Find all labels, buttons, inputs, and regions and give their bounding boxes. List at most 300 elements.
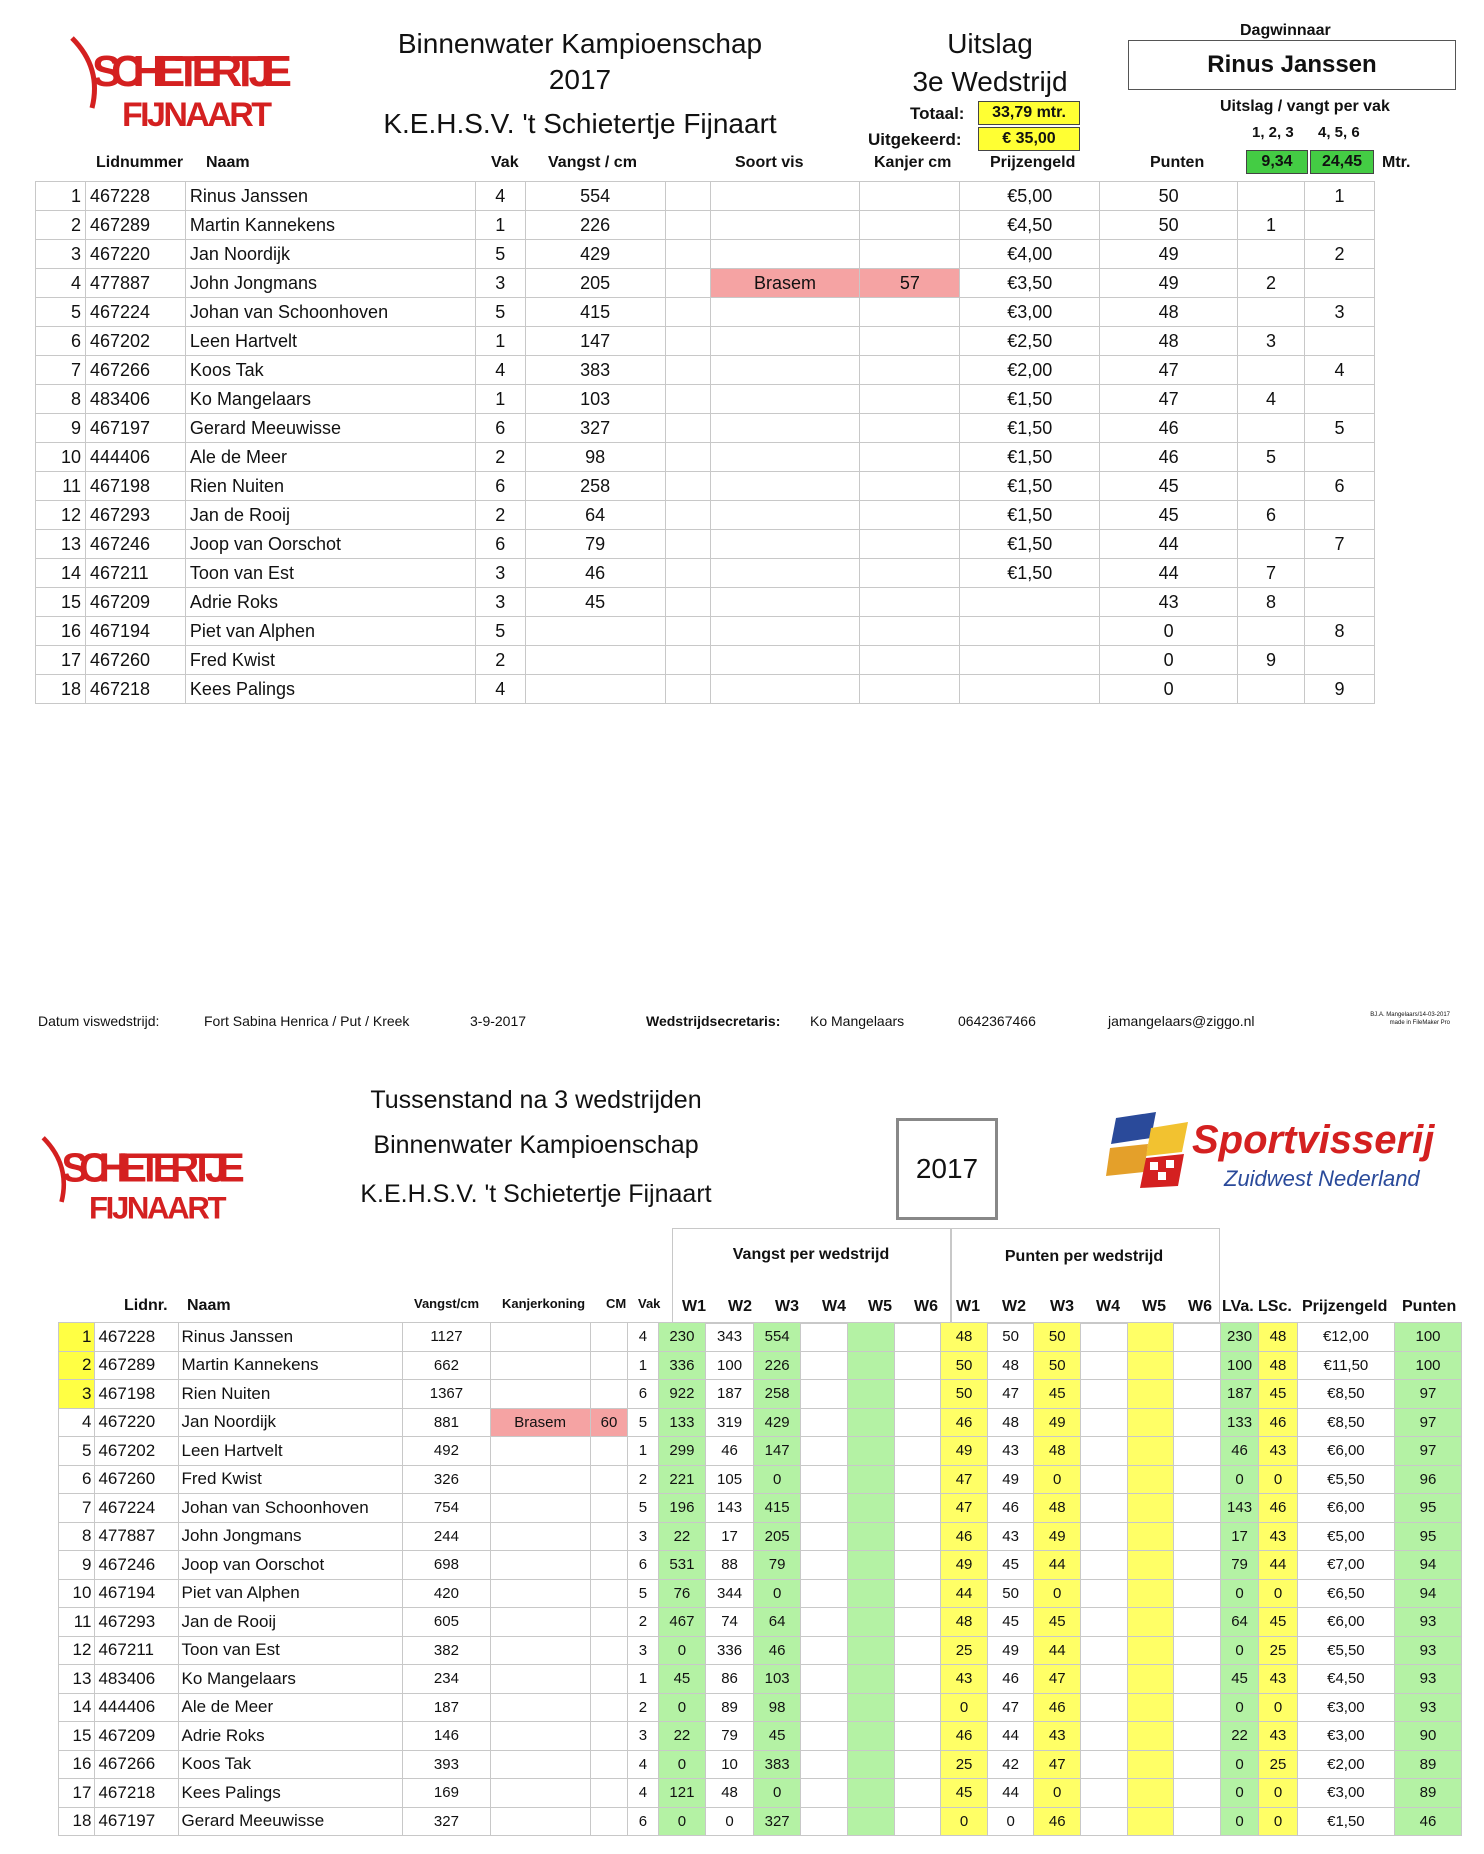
cell-naam: Toon van Est <box>178 1636 403 1665</box>
cell-p2: 48 <box>987 1351 1034 1380</box>
cell-w4 <box>801 1408 848 1437</box>
cell-p6 <box>1174 1807 1221 1836</box>
cell-prijzengeld: €2,00 <box>1297 1750 1394 1779</box>
cell-naam: Joop van Oorschot <box>178 1551 403 1580</box>
cell-w4 <box>801 1693 848 1722</box>
cell-p4 <box>1081 1636 1128 1665</box>
col2-p3: W3 <box>1050 1298 1074 1315</box>
cell-blank <box>665 211 710 240</box>
wedstrijd-heading: 3e Wedstrijd <box>912 66 1068 97</box>
cell-naam: Adrie Roks <box>178 1722 403 1751</box>
cell-soort-vis <box>710 588 860 617</box>
cell-lva: 0 <box>1220 1779 1258 1808</box>
col2-lva: LVa. <box>1222 1298 1254 1315</box>
cell-w4 <box>801 1779 848 1808</box>
cell-rank: 5 <box>59 1437 95 1466</box>
cell-w6 <box>894 1579 941 1608</box>
cell-p6 <box>1174 1323 1221 1352</box>
col-soort-vis: Soort vis <box>735 154 804 171</box>
cell-cm: 60 <box>590 1408 627 1437</box>
cell-rank: 8 <box>59 1522 95 1551</box>
cell-cm <box>590 1693 627 1722</box>
cell-vak-456: 9 <box>1304 675 1374 704</box>
cell-naam: John Jongmans <box>178 1522 403 1551</box>
cell-p3: 49 <box>1034 1522 1081 1551</box>
cell-cm <box>590 1665 627 1694</box>
uitslag-row <box>36 501 1375 530</box>
uitslag-table <box>35 181 1375 704</box>
cell-w2: 187 <box>706 1380 754 1409</box>
cell-p2: 47 <box>987 1380 1034 1409</box>
cell-w5 <box>848 1465 895 1494</box>
cell-naam: Gerard Meeuwisse <box>178 1807 403 1836</box>
cell-lva: 0 <box>1220 1693 1258 1722</box>
cell-kanjer-cm <box>860 182 960 211</box>
cell-p1: 47 <box>941 1465 988 1494</box>
cell-vak: 4 <box>475 356 525 385</box>
cell-kanjer-cm: 57 <box>860 269 960 298</box>
col-lidnummer: Lidnummer <box>96 154 184 171</box>
cell-w6 <box>894 1465 941 1494</box>
cell-lidnr: 467289 <box>95 1351 178 1380</box>
cell-lva: 0 <box>1220 1465 1258 1494</box>
cell-lsc: 0 <box>1259 1465 1297 1494</box>
cell-p5 <box>1127 1608 1174 1637</box>
cell-lidnr: 467293 <box>95 1608 178 1637</box>
cell-p3: 45 <box>1034 1608 1081 1637</box>
match-date: 3-9-2017 <box>470 1013 527 1029</box>
cell-vak: 4 <box>628 1779 658 1808</box>
cell-soort-vis <box>710 443 860 472</box>
cell-naam: Koos Tak <box>178 1750 403 1779</box>
cell-naam: Rinus Janssen <box>178 1323 403 1352</box>
cell-lidnummer: 467266 <box>85 356 185 385</box>
cell-prijzengeld: €1,50 <box>960 501 1100 530</box>
cell-punten: 94 <box>1395 1579 1462 1608</box>
cell-naam: John Jongmans <box>185 269 475 298</box>
cell-blank <box>665 646 710 675</box>
cell-cm <box>590 1807 627 1836</box>
cell-prijzengeld: €1,50 <box>960 472 1100 501</box>
cell-lva: 0 <box>1220 1636 1258 1665</box>
cell-soort-vis <box>710 501 860 530</box>
cell-p4 <box>1081 1693 1128 1722</box>
svg-text:SCHIETERTJE: SCHIETERTJE <box>61 1144 245 1191</box>
mtr-label: Mtr. <box>1382 154 1411 171</box>
cell-w6 <box>894 1551 941 1580</box>
uitslag-row <box>36 588 1375 617</box>
cell-p4 <box>1081 1408 1128 1437</box>
col2-vak: Vak <box>638 1296 661 1311</box>
cell-blank <box>665 414 710 443</box>
cell-p4 <box>1081 1665 1128 1694</box>
cell-prijzengeld: €5,50 <box>1297 1636 1394 1665</box>
cell-punten: 48 <box>1100 298 1238 327</box>
cell-w3: 79 <box>753 1551 801 1580</box>
cell-kanjerkoning <box>490 1351 590 1380</box>
cell-lva: 143 <box>1220 1494 1258 1523</box>
cell-w3: 0 <box>753 1465 801 1494</box>
cell-p5 <box>1127 1351 1174 1380</box>
cell-lidnr: 467211 <box>95 1636 178 1665</box>
cell-rank: 6 <box>59 1465 95 1494</box>
cell-lva: 187 <box>1220 1380 1258 1409</box>
cell-p3: 50 <box>1034 1351 1081 1380</box>
cell-w3: 0 <box>753 1779 801 1808</box>
cell-prijzengeld: €3,00 <box>1297 1693 1394 1722</box>
cell-lsc: 43 <box>1259 1665 1297 1694</box>
cell-rank: 18 <box>36 675 86 704</box>
uitslag-row <box>36 182 1375 211</box>
cell-lidnummer: 467218 <box>85 675 185 704</box>
cell-w1: 0 <box>658 1636 706 1665</box>
cell-kanjerkoning <box>490 1750 590 1779</box>
cell-p2: 47 <box>987 1693 1034 1722</box>
cell-vangst: 420 <box>403 1579 490 1608</box>
cell-prijzengeld: €6,00 <box>1297 1608 1394 1637</box>
cell-w1: 45 <box>658 1665 706 1694</box>
cell-p4 <box>1081 1551 1128 1580</box>
cell-w5 <box>848 1807 895 1836</box>
cell-vak: 5 <box>475 298 525 327</box>
cell-lva: 64 <box>1220 1608 1258 1637</box>
cell-lidnr: 483406 <box>95 1665 178 1694</box>
cell-w1: 22 <box>658 1522 706 1551</box>
cell-lva: 230 <box>1220 1323 1258 1352</box>
cell-lsc: 43 <box>1259 1522 1297 1551</box>
cell-blank <box>665 385 710 414</box>
standings-row <box>59 1779 1462 1808</box>
cell-vangst: 327 <box>403 1807 490 1836</box>
cell-soort-vis <box>710 617 860 646</box>
cell-vak: 2 <box>628 1465 658 1494</box>
cell-w6 <box>894 1636 941 1665</box>
col2-naam: Naam <box>187 1297 231 1314</box>
cell-rank: 13 <box>36 530 86 559</box>
cell-soort-vis <box>710 530 860 559</box>
cell-soort-vis <box>710 675 860 704</box>
cell-soort-vis <box>710 559 860 588</box>
cell-w4 <box>801 1608 848 1637</box>
col2-prijzengeld: Prijzengeld <box>1302 1298 1388 1315</box>
cell-lidnr: 467197 <box>95 1807 178 1836</box>
cell-p3: 50 <box>1034 1323 1081 1352</box>
cell-p5 <box>1127 1693 1174 1722</box>
col2-lsc: LSc. <box>1258 1298 1292 1315</box>
cell-w6 <box>894 1665 941 1694</box>
cell-lsc: 45 <box>1259 1608 1297 1637</box>
cell-p2: 43 <box>987 1437 1034 1466</box>
cell-p6 <box>1174 1465 1221 1494</box>
punten-per-wedstrijd: Punten per wedstrijd <box>1004 1248 1164 1265</box>
cell-vak-123 <box>1238 617 1305 646</box>
cell-lidnr: 467266 <box>95 1750 178 1779</box>
cell-p2: 45 <box>987 1608 1034 1637</box>
vak-group-1: 1, 2, 3 <box>1252 124 1294 141</box>
standings-row <box>59 1551 1462 1580</box>
cell-soort-vis <box>710 298 860 327</box>
cell-prijzengeld: €11,50 <box>1297 1351 1394 1380</box>
cell-vak: 2 <box>475 443 525 472</box>
cell-vak-456: 6 <box>1304 472 1374 501</box>
cell-w4 <box>801 1579 848 1608</box>
cell-cm <box>590 1351 627 1380</box>
cell-kanjer-cm <box>860 617 960 646</box>
cell-lidnr: 467209 <box>95 1722 178 1751</box>
cell-blank <box>665 588 710 617</box>
cell-vak-456: 2 <box>1304 240 1374 269</box>
standings-row <box>59 1522 1462 1551</box>
cell-p5 <box>1127 1665 1174 1694</box>
cell-vak: 1 <box>475 211 525 240</box>
cell-prijzengeld: €3,00 <box>960 298 1100 327</box>
cell-p6 <box>1174 1693 1221 1722</box>
cell-w3: 147 <box>753 1437 801 1466</box>
cell-naam: Leen Hartvelt <box>185 327 475 356</box>
cell-vangst: 492 <box>403 1437 490 1466</box>
cell-kanjer-cm <box>860 211 960 240</box>
cell-kanjerkoning <box>490 1437 590 1466</box>
cell-p4 <box>1081 1494 1128 1523</box>
cell-w2: 46 <box>706 1437 754 1466</box>
cell-w5 <box>848 1693 895 1722</box>
cell-blank <box>665 240 710 269</box>
cell-w4 <box>801 1494 848 1523</box>
cell-punten: 45 <box>1100 501 1238 530</box>
standings-row <box>59 1465 1462 1494</box>
cell-w3: 429 <box>753 1408 801 1437</box>
cell-naam: Toon van Est <box>185 559 475 588</box>
cell-vak: 3 <box>475 269 525 298</box>
cell-prijzengeld: €8,50 <box>1297 1408 1394 1437</box>
cell-lva: 17 <box>1220 1522 1258 1551</box>
cell-p2: 49 <box>987 1465 1034 1494</box>
cell-rank: 11 <box>36 472 86 501</box>
cell-vangst: 415 <box>525 298 665 327</box>
uitslag-row <box>36 617 1375 646</box>
cell-w2: 79 <box>706 1722 754 1751</box>
cell-kanjerkoning <box>490 1722 590 1751</box>
cell-vak: 3 <box>628 1722 658 1751</box>
cell-w2: 48 <box>706 1779 754 1808</box>
secretaris-name: Ko Mangelaars <box>810 1013 905 1029</box>
cell-p2: 43 <box>987 1522 1034 1551</box>
cell-punten: 90 <box>1395 1722 1462 1751</box>
col2-w5: W5 <box>868 1298 892 1315</box>
standings-row <box>59 1408 1462 1437</box>
cell-naam: Kees Palings <box>185 675 475 704</box>
cell-soort-vis: Brasem <box>710 269 860 298</box>
cell-p4 <box>1081 1437 1128 1466</box>
cell-w5 <box>848 1579 895 1608</box>
col2-w3: W3 <box>775 1298 799 1315</box>
cell-w1: 230 <box>658 1323 706 1352</box>
cell-naam: Ale de Meer <box>178 1693 403 1722</box>
cell-w3: 98 <box>753 1693 801 1722</box>
cell-punten: 46 <box>1100 414 1238 443</box>
cell-w4 <box>801 1636 848 1665</box>
cell-w2: 344 <box>706 1579 754 1608</box>
cell-rank: 17 <box>59 1779 95 1808</box>
cell-kanjerkoning <box>490 1579 590 1608</box>
cell-naam: Kees Palings <box>178 1779 403 1808</box>
cell-w2: 336 <box>706 1636 754 1665</box>
cell-vak-456 <box>1304 588 1374 617</box>
cell-w5 <box>848 1665 895 1694</box>
email: jamangelaars@ziggo.nl <box>1108 1013 1255 1029</box>
cell-w1: 221 <box>658 1465 706 1494</box>
cell-vangst: 103 <box>525 385 665 414</box>
cell-punten: 95 <box>1395 1494 1462 1523</box>
cell-prijzengeld: €1,50 <box>960 385 1100 414</box>
cell-rank: 13 <box>59 1665 95 1694</box>
cell-kanjer-cm <box>860 298 960 327</box>
cell-p1: 25 <box>941 1636 988 1665</box>
cell-p1: 25 <box>941 1750 988 1779</box>
cell-w1: 0 <box>658 1807 706 1836</box>
cell-punten: 97 <box>1395 1380 1462 1409</box>
cell-w3: 327 <box>753 1807 801 1836</box>
cell-w6 <box>894 1722 941 1751</box>
cell-vak-123 <box>1238 240 1305 269</box>
cell-p4 <box>1081 1807 1128 1836</box>
cell-rank: 4 <box>36 269 86 298</box>
cell-p6 <box>1174 1750 1221 1779</box>
cell-w2: 105 <box>706 1465 754 1494</box>
cell-naam: Ko Mangelaars <box>185 385 475 414</box>
col-vangst: Vangst / cm <box>548 154 637 171</box>
cell-w5 <box>848 1437 895 1466</box>
cell-rank: 6 <box>36 327 86 356</box>
cell-vak: 3 <box>628 1522 658 1551</box>
cell-prijzengeld: €3,00 <box>1297 1779 1394 1808</box>
cell-vangst: 244 <box>403 1522 490 1551</box>
cell-vangst: 169 <box>403 1779 490 1808</box>
cell-lidnummer: 467293 <box>85 501 185 530</box>
cell-punten: 49 <box>1100 269 1238 298</box>
cell-cm <box>590 1579 627 1608</box>
cell-vak-456 <box>1304 327 1374 356</box>
cell-p1: 0 <box>941 1693 988 1722</box>
cell-rank: 2 <box>59 1351 95 1380</box>
cell-vangst <box>525 646 665 675</box>
cell-punten: 94 <box>1395 1551 1462 1580</box>
cell-lsc: 0 <box>1259 1579 1297 1608</box>
cell-p3: 0 <box>1034 1779 1081 1808</box>
cell-vak: 2 <box>475 646 525 675</box>
col2-w6: W6 <box>914 1298 938 1315</box>
cell-prijzengeld: €4,00 <box>960 240 1100 269</box>
cell-rank: 12 <box>59 1636 95 1665</box>
standings-row <box>59 1380 1462 1409</box>
cell-kanjer-cm <box>860 443 960 472</box>
cell-soort-vis <box>710 646 860 675</box>
cell-vak: 1 <box>475 385 525 414</box>
cell-kanjer-cm <box>860 240 960 269</box>
uitslag-row <box>36 530 1375 559</box>
cell-rank: 9 <box>59 1551 95 1580</box>
cell-kanjer-cm <box>860 414 960 443</box>
cell-vak-456: 5 <box>1304 414 1374 443</box>
cell-vak: 6 <box>628 1551 658 1580</box>
cell-punten: 49 <box>1100 240 1238 269</box>
cell-prijzengeld: €3,00 <box>1297 1722 1394 1751</box>
cell-naam: Rinus Janssen <box>185 182 475 211</box>
cell-p2: 46 <box>987 1494 1034 1523</box>
cell-lva: 22 <box>1220 1722 1258 1751</box>
cell-cm <box>590 1722 627 1751</box>
cell-punten: 50 <box>1100 182 1238 211</box>
cell-cm <box>590 1551 627 1580</box>
cell-kanjer-cm <box>860 356 960 385</box>
cell-blank <box>665 530 710 559</box>
cell-w1: 299 <box>658 1437 706 1466</box>
svg-text:SCHIETERTJE: SCHIETERTJE <box>92 47 292 96</box>
cell-lva: 133 <box>1220 1408 1258 1437</box>
cell-naam: Rien Nuiten <box>185 472 475 501</box>
uitslag-row <box>36 414 1375 443</box>
cell-prijzengeld: €1,50 <box>960 443 1100 472</box>
cell-vak: 6 <box>475 530 525 559</box>
cell-w2: 10 <box>706 1750 754 1779</box>
cell-vak-123 <box>1238 414 1305 443</box>
cell-rank: 7 <box>36 356 86 385</box>
uitslag-row <box>36 385 1375 414</box>
cell-lidnummer: 467197 <box>85 414 185 443</box>
cell-p5 <box>1127 1465 1174 1494</box>
cell-soort-vis <box>710 240 860 269</box>
cell-prijzengeld: €4,50 <box>1297 1665 1394 1694</box>
cell-w4 <box>801 1437 848 1466</box>
cell-lidnummer: 444406 <box>85 443 185 472</box>
cell-vak: 5 <box>475 240 525 269</box>
cell-vak: 1 <box>628 1665 658 1694</box>
cell-p5 <box>1127 1437 1174 1466</box>
cell-vangst: 45 <box>525 588 665 617</box>
cell-w5 <box>848 1722 895 1751</box>
cell-p3: 0 <box>1034 1579 1081 1608</box>
cell-vak: 5 <box>628 1408 658 1437</box>
cell-lsc: 45 <box>1259 1380 1297 1409</box>
cell-w1: 22 <box>658 1722 706 1751</box>
cell-lsc: 25 <box>1259 1636 1297 1665</box>
cell-vak-123: 6 <box>1238 501 1305 530</box>
cell-w3: 205 <box>753 1522 801 1551</box>
cell-w5 <box>848 1408 895 1437</box>
cell-lidnr: 467218 <box>95 1779 178 1808</box>
sponsor-subtitle: Zuidwest Nederland <box>1224 1166 1420 1191</box>
cell-p3: 45 <box>1034 1380 1081 1409</box>
cell-cm <box>590 1323 627 1352</box>
cell-naam: Martin Kannekens <box>185 211 475 240</box>
cell-w2: 88 <box>706 1551 754 1580</box>
standings-row <box>59 1665 1462 1694</box>
cell-prijzengeld: €4,50 <box>960 211 1100 240</box>
cell-vangst: 147 <box>525 327 665 356</box>
cell-vak: 5 <box>628 1494 658 1523</box>
cell-vak-123: 8 <box>1238 588 1305 617</box>
standings-club: K.E.H.S.V. 't Schietertje Fijnaart <box>360 1180 712 1208</box>
vak-value-1: 9,34 <box>1246 150 1308 174</box>
cell-kanjer-cm <box>860 675 960 704</box>
cell-prijzengeld: €1,50 <box>960 414 1100 443</box>
cell-kanjerkoning <box>490 1636 590 1665</box>
cell-vangst: 393 <box>403 1750 490 1779</box>
cell-p6 <box>1174 1636 1221 1665</box>
cell-vak-123: 9 <box>1238 646 1305 675</box>
cell-p6 <box>1174 1494 1221 1523</box>
cell-naam: Leen Hartvelt <box>178 1437 403 1466</box>
